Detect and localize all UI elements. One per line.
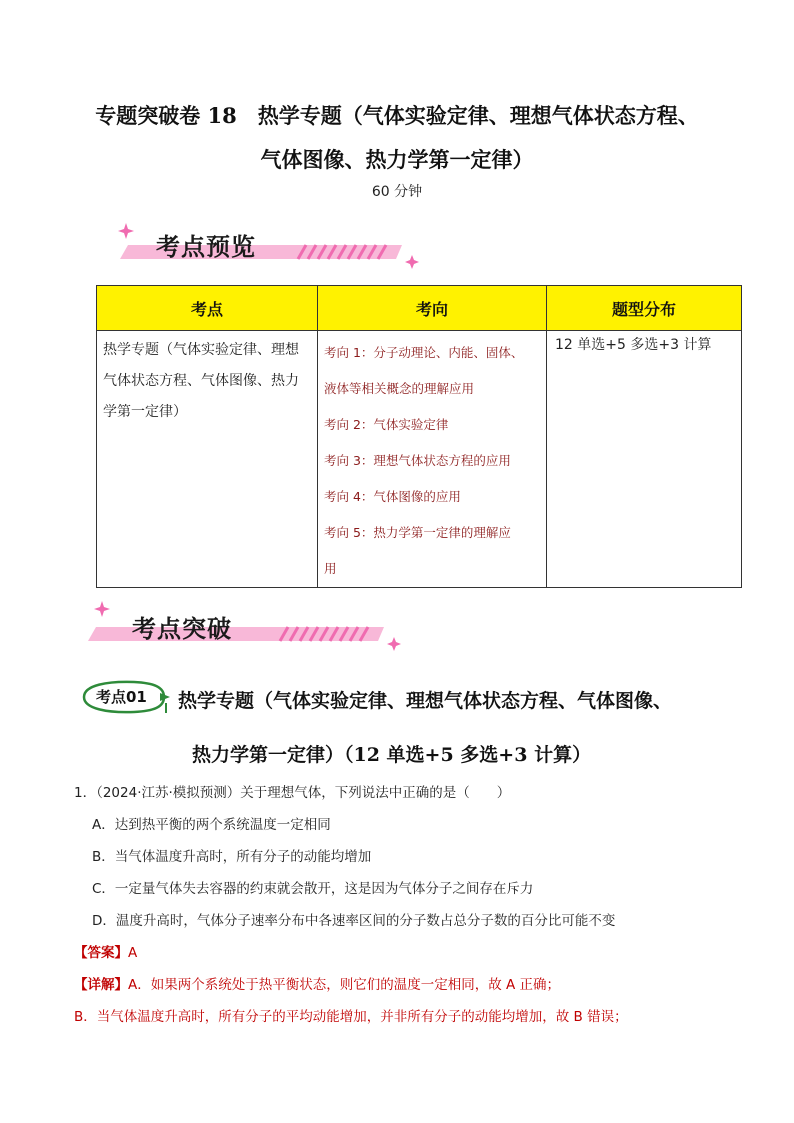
overview-heading: 考点预览 <box>156 233 256 261</box>
direction-line: 考向 1：分子动理论、内能、固体、 <box>324 345 524 360</box>
answer-value: A <box>128 945 138 961</box>
document-title-line2: 气体图像、热力学第一定律） <box>260 147 534 172</box>
distribution-cell <box>547 331 742 588</box>
document-title-line1: 专题突破卷 18 热学专题（气体实验定律、理想气体状态方程、 <box>95 103 699 128</box>
detail-a-text: A．如果两个系统处于热平衡状态，则它们的温度一定相同，故 A 正确； <box>128 977 561 993</box>
section-title-line1: 热学专题（气体实验定律、理想气体状态方程、气体图像、 <box>178 690 673 712</box>
duration-text: 60 分钟 <box>371 184 423 200</box>
direction-line: 考向 4：气体图像的应用 <box>324 489 461 504</box>
topic-text: 热学专题（气体实验定律、理想气体状态方程、气体图像、热力学第一定律） <box>103 342 299 420</box>
section-title-line2: 热力学第一定律）（12 单选+5 多选+3 计算） <box>192 744 592 766</box>
option-b: B．当气体温度升高时，所有分子的动能均增加 <box>92 849 372 865</box>
option-c: C．一定量气体失去容器的约束就会散开，这是因为气体分子之间存在斥力 <box>92 881 534 897</box>
header-direction: 考向 <box>318 286 547 331</box>
breakthrough-banner <box>84 597 414 657</box>
table-header-row <box>97 286 742 331</box>
option-d: D．温度升高时，气体分子速率分布中各速率区间的分子数占总分子数的百分比可能不变 <box>92 913 616 929</box>
distribution-text: 12 单选+5 多选+3 计算 <box>555 337 712 353</box>
header-topic: 考点 <box>97 286 318 331</box>
breakthrough-heading: 考点突破 <box>132 615 232 643</box>
detail-line-b: B．当气体温度升高时，所有分子的平均动能增加，并非所有分子的动能均增加，故 B 错误； <box>74 1009 628 1025</box>
answer-label: 【答案】 <box>74 945 128 961</box>
overview-banner <box>108 215 428 275</box>
tag-label: 考点01 <box>96 688 147 706</box>
detail-label: 【详解】 <box>74 977 128 993</box>
overview-table <box>96 285 742 588</box>
table-row <box>97 331 742 588</box>
detail-line-a <box>74 973 560 993</box>
direction-line: 液体等相关概念的理解应用 <box>324 381 475 396</box>
direction-line: 考向 3：理想气体状态方程的应用 <box>324 453 511 468</box>
direction-cell <box>318 331 547 588</box>
header-distribution: 题型分布 <box>547 286 742 331</box>
direction-line: 考向 5：热力学第一定律的理解应 <box>324 525 511 540</box>
kaodian-tag <box>78 679 172 715</box>
direction-line: 考向 2：气体实验定律 <box>324 417 449 432</box>
direction-line: 用 <box>324 561 337 576</box>
option-a: A．达到热平衡的两个系统温度一定相同 <box>92 817 331 833</box>
question-stem: 1．（2024·江苏·模拟预测）关于理想气体，下列说法中正确的是（ ） <box>74 785 511 801</box>
topic-cell <box>97 331 318 588</box>
answer-line <box>74 941 137 961</box>
